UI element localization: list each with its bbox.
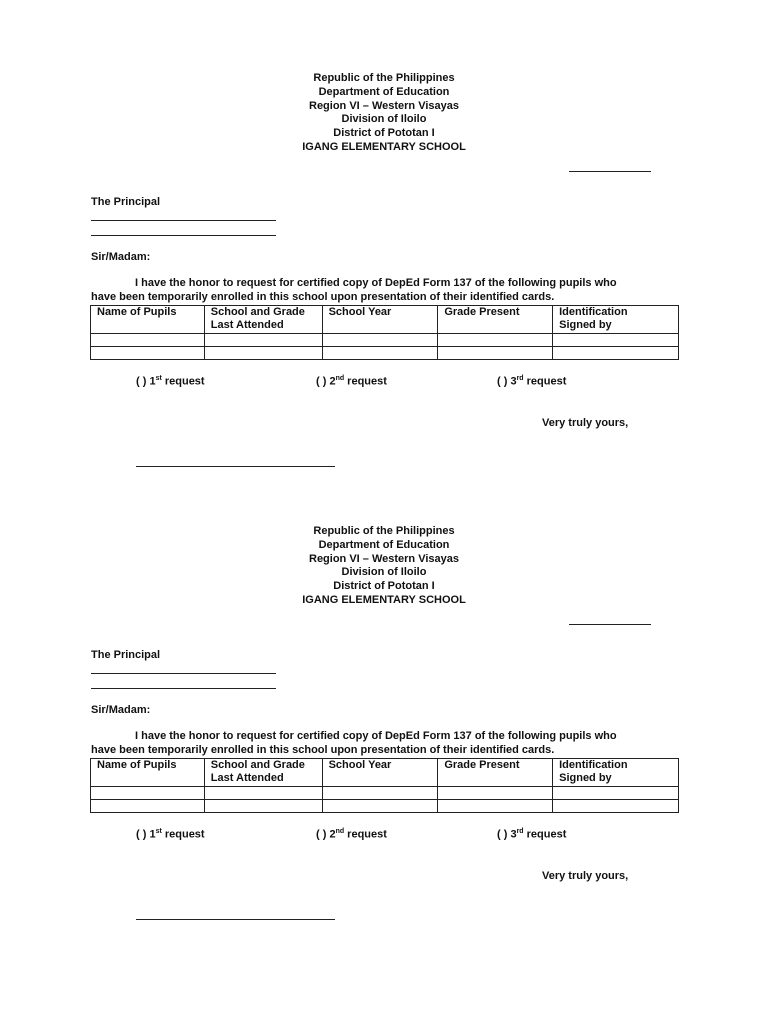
- closing: Very truly yours,: [542, 417, 629, 429]
- table-row: [91, 787, 679, 800]
- first-request-option[interactable]: ( ) 1st request: [136, 375, 205, 388]
- col-name-of-pupils: Name of Pupils: [91, 306, 205, 334]
- table-row: [91, 347, 679, 360]
- request-form-1: [0, 72, 768, 525]
- table-header-row: [91, 306, 679, 334]
- table-cell[interactable]: [553, 800, 679, 813]
- table-cell[interactable]: [91, 787, 205, 800]
- letterhead-district: District of Pototan I: [333, 580, 435, 593]
- closing: Very truly yours,: [542, 870, 629, 882]
- pupils-table: [90, 305, 679, 360]
- second-request-option[interactable]: ( ) 2nd request: [316, 828, 387, 841]
- col-school-and-grade: School and Grade Last Attended: [204, 306, 322, 334]
- signature-blank-line: [136, 466, 335, 467]
- letterhead-region: Region VI – Western Visayas: [309, 552, 459, 565]
- letterhead-region: Region VI – Western Visayas: [309, 99, 459, 112]
- table-cell[interactable]: [438, 347, 553, 360]
- table-cell[interactable]: [91, 800, 205, 813]
- letterhead-department: Department of Education: [318, 85, 450, 98]
- address-blank-line-2: [91, 235, 276, 236]
- salutation: Sir/Madam:: [91, 704, 151, 716]
- table-cell[interactable]: [322, 787, 438, 800]
- request-body: [91, 277, 691, 305]
- col-identification: Identification Signed by: [553, 306, 679, 334]
- pupils-table: [90, 758, 679, 813]
- col-school-year: School Year: [322, 759, 438, 787]
- table-row: [91, 334, 679, 347]
- second-request-option[interactable]: ( ) 2nd request: [316, 375, 387, 388]
- request-body-line-1: I have the honor to request for certified copy of DepEd Form 137 of the following pupils who: [135, 277, 617, 289]
- table-cell[interactable]: [204, 787, 322, 800]
- table-cell[interactable]: [91, 334, 205, 347]
- request-body: [91, 730, 691, 758]
- third-request-option[interactable]: ( ) 3rd request: [497, 375, 567, 388]
- address-blank-line-1: [91, 673, 276, 674]
- addressee: The Principal: [91, 196, 161, 208]
- table-cell[interactable]: [553, 347, 679, 360]
- date-blank-line: [569, 624, 651, 625]
- table-cell[interactable]: [322, 334, 438, 347]
- request-body-line-1: I have the honor to request for certified copy of DepEd Form 137 of the following pupils who: [135, 730, 617, 742]
- letterhead-division: Division of Iloilo: [341, 113, 427, 126]
- table-cell[interactable]: [204, 800, 322, 813]
- letterhead-school: IGANG ELEMENTARY SCHOOL: [302, 593, 466, 606]
- table-cell[interactable]: [91, 347, 205, 360]
- letterhead-district: District of Pototan I: [333, 127, 435, 140]
- letterhead-school: IGANG ELEMENTARY SCHOOL: [302, 140, 466, 153]
- table-cell[interactable]: [322, 347, 438, 360]
- table-header-row: [91, 759, 679, 787]
- letterhead: [0, 525, 768, 608]
- letterhead-republic: Republic of the Philippines: [313, 525, 455, 537]
- request-body-line-2: have been temporarily enrolled in this school upon presentation of their identified cards.: [91, 290, 555, 303]
- date-blank-line: [569, 171, 651, 172]
- col-school-year: School Year: [322, 306, 438, 334]
- addressee: The Principal: [91, 649, 161, 661]
- first-request-option[interactable]: ( ) 1st request: [136, 828, 205, 841]
- table-row: [91, 800, 679, 813]
- address-blank-line-2: [91, 688, 276, 689]
- letterhead: [0, 72, 768, 155]
- table-cell[interactable]: [438, 787, 553, 800]
- table-cell[interactable]: [204, 347, 322, 360]
- table-cell[interactable]: [438, 800, 553, 813]
- table-cell[interactable]: [553, 334, 679, 347]
- salutation: Sir/Madam:: [91, 251, 151, 263]
- col-grade-present: Grade Present: [438, 306, 553, 334]
- letterhead-republic: Republic of the Philippines: [313, 72, 455, 84]
- signature-blank-line: [136, 919, 335, 920]
- address-blank-line-1: [91, 220, 276, 221]
- col-grade-present: Grade Present: [438, 759, 553, 787]
- col-identification: Identification Signed by: [553, 759, 679, 787]
- request-form-2: [0, 525, 768, 978]
- third-request-option[interactable]: ( ) 3rd request: [497, 828, 567, 841]
- letterhead-department: Department of Education: [318, 538, 450, 551]
- col-school-and-grade: School and Grade Last Attended: [204, 759, 322, 787]
- request-body-line-2: have been temporarily enrolled in this school upon presentation of their identified cards.: [91, 743, 555, 756]
- table-cell[interactable]: [322, 800, 438, 813]
- table-cell[interactable]: [553, 787, 679, 800]
- table-cell[interactable]: [204, 334, 322, 347]
- table-cell[interactable]: [438, 334, 553, 347]
- col-name-of-pupils: Name of Pupils: [91, 759, 205, 787]
- letterhead-division: Division of Iloilo: [341, 566, 427, 579]
